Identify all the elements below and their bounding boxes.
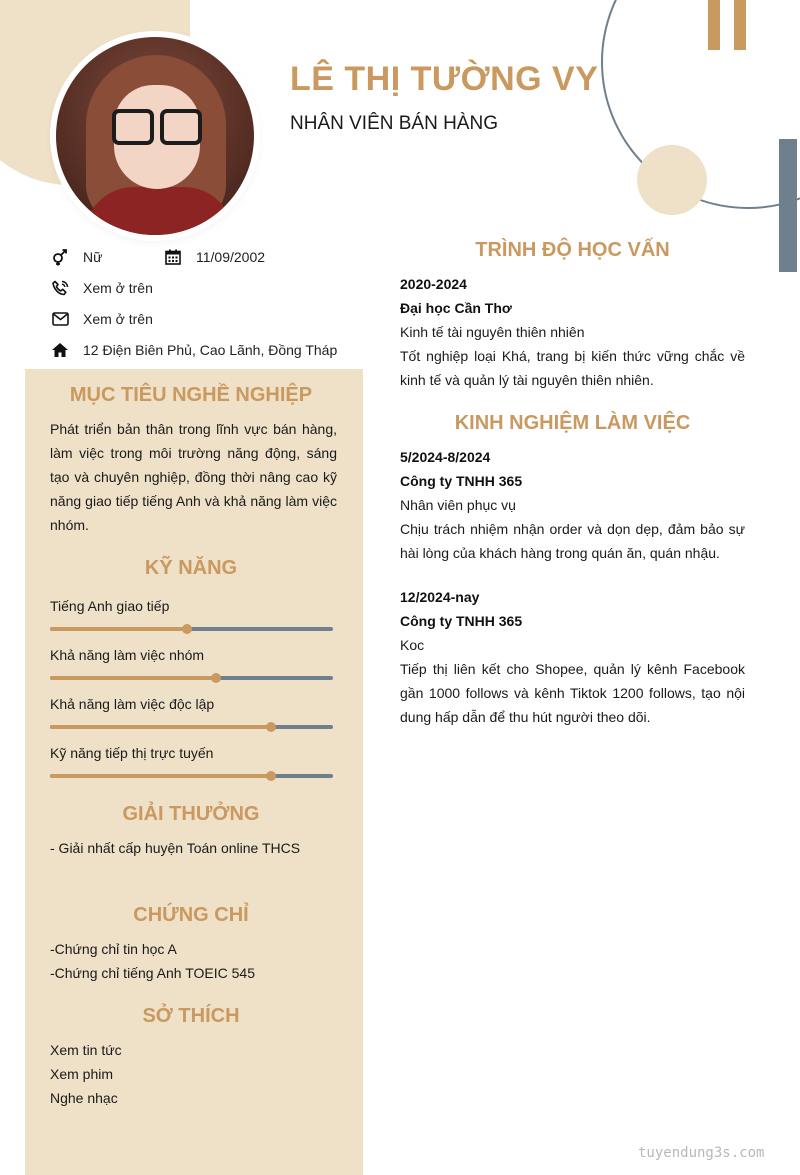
skill-bar (50, 774, 333, 778)
contact-address-row (50, 338, 337, 362)
education-school: Đại học Cần Thơ (400, 300, 512, 316)
job-position: Koc (400, 637, 425, 653)
job-period: 5/2024-8/2024 (400, 449, 491, 465)
hobbies-title: SỞ THÍCH (142, 1005, 240, 1027)
education-description: Tốt nghiệp loại Khá, trang bị kiến thức vững chắc về kinh tế và quản lý tài nguyên thiên nhiên. (400, 348, 745, 388)
hobby-item: Nghe nhạc (50, 1090, 118, 1106)
job-description: Tiếp thị liên kết cho Shopee, quản lý kênh Facebook gần 1000 follows và kênh Tiktok 1200 follows, tạo nội dung hấp dẫn để thu hút người theo dõi. (400, 661, 745, 725)
skill-bar (50, 725, 333, 729)
job-company: Công ty TNHH 365 (400, 613, 523, 629)
certificates-title: CHỨNG CHỈ (133, 904, 249, 926)
job-description: Chịu trách nhiệm nhận order và dọn dẹp, đảm bảo sự hài lòng của khách hàng trong quán ăn, quán nhậu. (400, 521, 745, 561)
phone-icon (50, 278, 70, 298)
education-major: Kinh tế tài nguyên thiên nhiên (400, 324, 585, 340)
skill-bar-knob (266, 722, 276, 732)
hobby-item: Xem phim (50, 1066, 114, 1082)
skill-bar (50, 676, 333, 680)
skill-label: Khả năng làm việc độc lập (50, 696, 215, 712)
email-value: Xem ở trên (83, 311, 153, 327)
certificate-item: -Chứng chỉ tin học A (50, 941, 177, 957)
education-title: TRÌNH ĐỘ HỌC VẤN (475, 239, 670, 261)
skill-bar-fill (50, 676, 216, 680)
skill-bar-fill (50, 627, 187, 631)
email-icon (50, 309, 70, 329)
job-position: Nhân viên phục vụ (400, 497, 516, 513)
contact-birthday-row (163, 245, 265, 269)
skill-bar-fill (50, 725, 271, 729)
experience-title: KINH NGHIỆM LÀM VIỆC (454, 412, 691, 434)
skill-label: Tiếng Anh giao tiếp (50, 598, 170, 614)
awards-title: GIẢI THƯỞNG (122, 803, 260, 825)
job-company: Công ty TNHH 365 (400, 473, 523, 489)
skill-label: Kỹ năng tiếp thị trực tuyến (50, 745, 214, 761)
contact-gender-row (50, 245, 102, 269)
calendar-icon (163, 247, 183, 267)
gender-icon (50, 247, 70, 267)
skill-bar-knob (266, 771, 276, 781)
profile-photo (56, 37, 254, 235)
job-period: 12/2024-nay (400, 589, 480, 605)
award-item: - Giải nhất cấp huyện Toán online THCS (50, 840, 301, 856)
decorative-dot (637, 145, 707, 215)
decorative-bar (734, 0, 746, 50)
contact-phone-row (50, 276, 153, 300)
birthday-value: 11/09/2002 (196, 249, 266, 265)
contact-email-row (50, 307, 153, 331)
skill-bar-knob (211, 673, 221, 683)
hobby-item: Xem tin tức (50, 1042, 122, 1058)
watermark: tuyendung3s.com (638, 1145, 765, 1161)
gender-value: Nữ (83, 249, 103, 265)
photo-glasses (112, 109, 154, 145)
photo-glasses (160, 109, 202, 145)
decorative-side-bar (779, 139, 797, 272)
candidate-name: LÊ THỊ TƯỜNG VY (290, 60, 599, 98)
objective-title: MỤC TIÊU NGHỀ NGHIỆP (69, 384, 313, 406)
skill-label: Khả năng làm việc nhóm (50, 647, 205, 663)
skills-title: KỸ NĂNG (144, 557, 238, 579)
skill-bar-fill (50, 774, 271, 778)
candidate-role: NHÂN VIÊN BÁN HÀNG (290, 113, 498, 134)
education-period: 2020-2024 (400, 276, 467, 292)
skill-bar (50, 627, 333, 631)
certificate-item: -Chứng chỉ tiếng Anh TOEIC 545 (50, 965, 255, 981)
address-value: 12 Điện Biên Phủ, Cao Lãnh, Đồng Tháp (83, 342, 338, 358)
decorative-bar (708, 0, 720, 50)
home-icon (50, 340, 70, 360)
objective-text: Phát triển bản thân trong lĩnh vực bán hàng, làm việc trong môi trường năng động, sáng tạo và chuyên nghiệp, đồng thời nâng cao kỹ năng giao tiếp tiếng Anh và khả năng làm việc nhóm. (50, 421, 337, 533)
phone-value: Xem ở trên (83, 280, 153, 296)
